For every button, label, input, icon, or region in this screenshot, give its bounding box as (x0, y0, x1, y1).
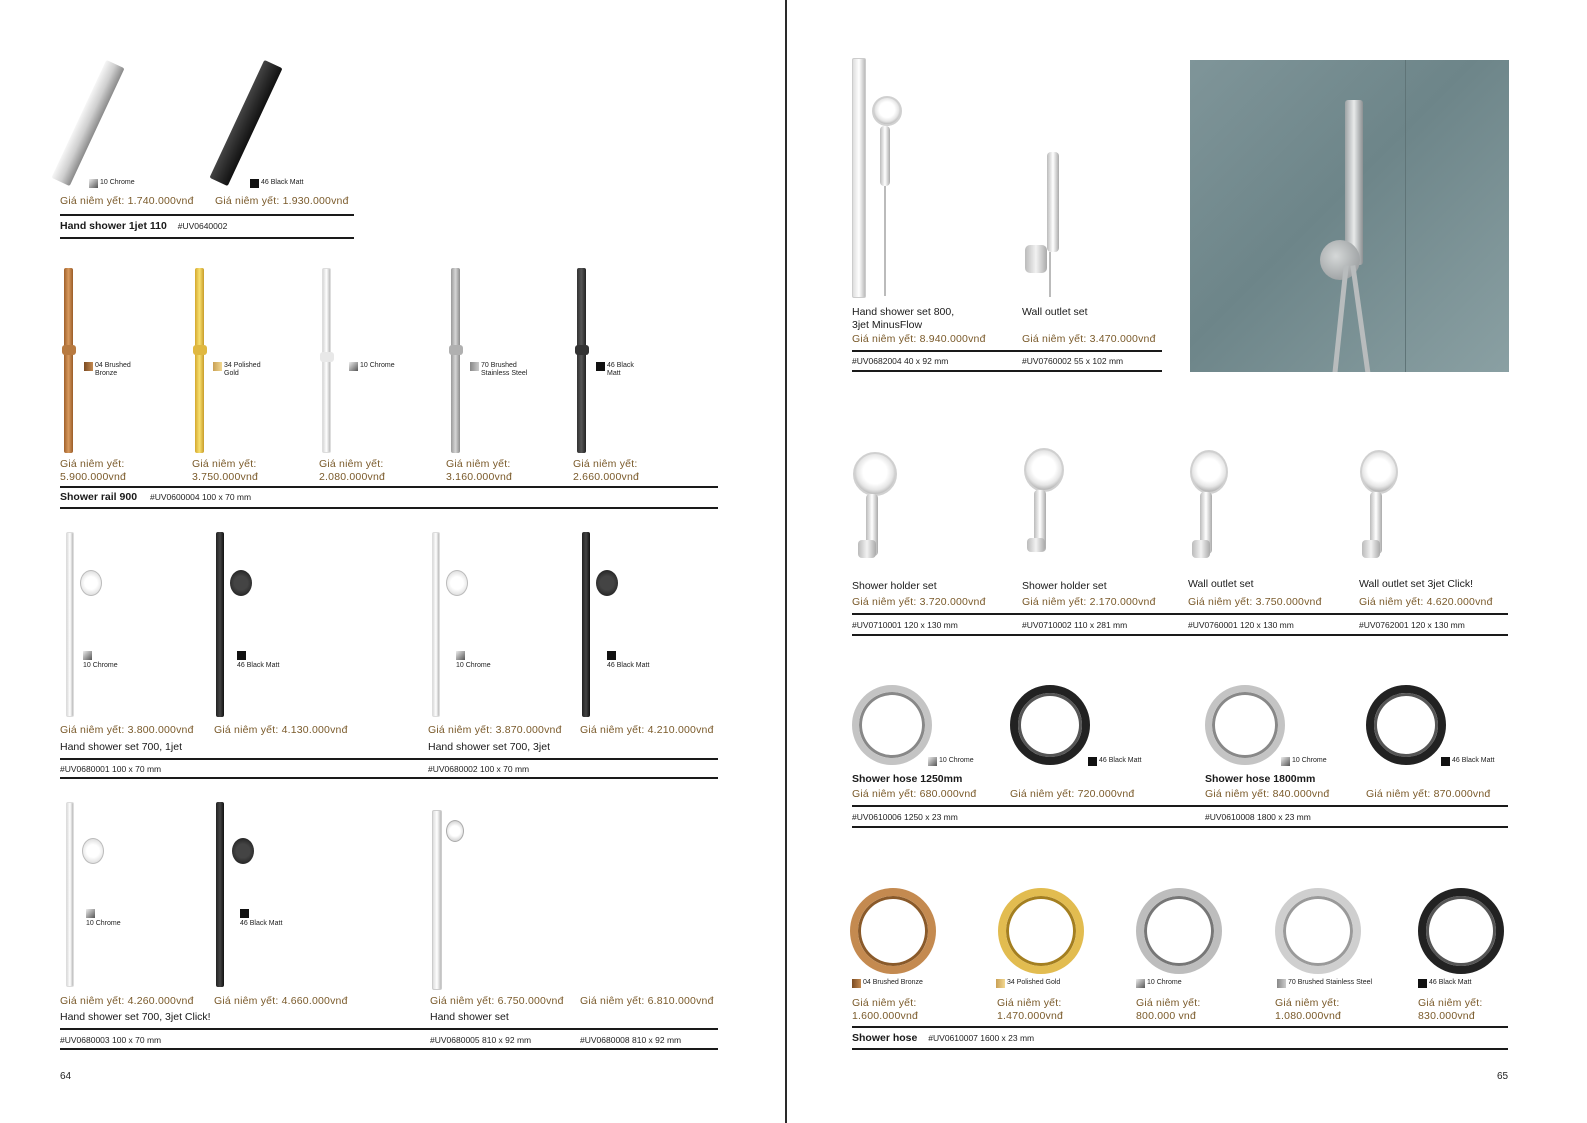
product-code: #UV0610006 1250 x 23 mm (852, 812, 958, 822)
divider (60, 1028, 718, 1030)
shower-head (232, 838, 254, 864)
product-code: #UV0710002 110 x 281 mm (1022, 620, 1128, 630)
price-chrome: Giá niêm yết: 2.080.000vnđ (319, 458, 386, 483)
gold-swatch-icon (996, 979, 1005, 988)
rail-clamp (575, 345, 589, 355)
black-swatch-icon (237, 651, 246, 660)
product-title: Hand shower set 800, 3jet MinusFlow (852, 306, 955, 331)
divider (852, 805, 1508, 807)
price: Giá niêm yết: 680.000vnđ (852, 788, 977, 800)
product-code: #UV0680005 810 x 92 mm (430, 1035, 532, 1045)
price-chrome: Giá niêm yết: 1.740.000vnđ (60, 195, 194, 207)
product-title: Hand shower set 700, 3jet Click! (60, 1011, 211, 1023)
black-swatch-icon (1088, 757, 1097, 766)
product-title: Wall outlet set (1022, 306, 1088, 318)
hose (1350, 265, 1370, 372)
black-rail-image (577, 268, 586, 453)
price: Giá niêm yết: 3.750.000vnđ (1188, 596, 1322, 608)
price: Giá niêm yết: 870.000vnđ (1366, 788, 1491, 800)
product-code: #UV0680008 810 x 92 mm (580, 1035, 682, 1045)
price: Giá niêm yết: 4.130.000vnđ (214, 724, 348, 736)
product-code: #UV0710001 120 x 130 mm (852, 620, 958, 630)
outlet-bracket (1192, 540, 1210, 558)
black-swatch-icon (240, 909, 249, 918)
divider (852, 634, 1508, 636)
gold-swatch-icon (213, 362, 222, 371)
price-chrome: Giá niêm yết: 800.000 vnđ (1136, 997, 1201, 1022)
bronze-swatch-icon (852, 979, 861, 988)
chrome-hose-1800-image (1205, 685, 1285, 765)
chrome-swatch-icon (89, 179, 98, 188)
product-title: Shower holder set (852, 580, 937, 592)
product-title: Shower holder set (1022, 580, 1107, 592)
price-steel: Giá niêm yết: 3.160.000vnđ (446, 458, 513, 483)
chrome-hose-image (1136, 888, 1222, 974)
black-hand-shower-image (209, 60, 282, 186)
divider (60, 758, 718, 760)
hand-shower (1345, 100, 1363, 265)
divider (852, 370, 1162, 372)
finish-chrome: 10 Chrome (86, 909, 121, 928)
product-code: #UV0680001 100 x 70 mm (60, 764, 162, 774)
page-spine (785, 0, 787, 1123)
price: Giá niêm yết: 840.000vnđ (1205, 788, 1330, 800)
divider (60, 214, 354, 216)
product-title: Hand shower set 700, 1jet (60, 741, 182, 753)
finish-steel: 70 Brushed Stainless Steel (470, 362, 527, 378)
price: Giá niêm yết: 4.260.000vnđ (60, 995, 194, 1007)
price: Giá niêm yết: 6.810.000vnđ (580, 995, 714, 1007)
divider (60, 486, 718, 488)
finish-black: 46 Black Matt (596, 362, 634, 378)
product-code: #UV0610007 1600 x 23 mm (928, 1033, 1035, 1043)
finish-chrome: 10 Chrome (89, 179, 135, 188)
gold-hose-image (998, 888, 1084, 974)
chrome-swatch-icon (86, 909, 95, 918)
shower-hose (884, 186, 886, 296)
chrome-swatch-icon (1281, 757, 1290, 766)
shower-head (1190, 450, 1228, 494)
finish-gold: 34 Polished Gold (996, 979, 1060, 988)
divider (60, 1048, 718, 1050)
lifestyle-photo (1190, 60, 1509, 372)
steel-rail-image (451, 268, 460, 453)
product-title: Shower rail 900 #UV0600004 100 x 70 mm (60, 491, 252, 503)
outlet-bracket (1362, 540, 1380, 558)
shower-head (1024, 448, 1064, 492)
black-hose-1250-image (1010, 685, 1090, 765)
chrome-set-3jet-image (432, 532, 440, 717)
finish-chrome: 10 Chrome (456, 651, 491, 670)
chrome-hose-1250-image (852, 685, 932, 765)
product-code: #UV0680003 100 x 70 mm (60, 1035, 162, 1045)
finish-chrome: 10 Chrome (1281, 757, 1327, 766)
shower-head (230, 570, 252, 596)
price: Giá niêm yết: 4.210.000vnđ (580, 724, 714, 736)
shower-head (82, 838, 104, 864)
wall-outlet-shower-image (1047, 152, 1059, 252)
product-title: Shower hose #UV0610007 1600 x 23 mm (852, 1032, 1035, 1044)
product-code: #UV0682004 40 x 92 mm (852, 356, 949, 366)
product-code: #UV0760001 120 x 130 mm (1188, 620, 1294, 630)
steel-swatch-icon (470, 362, 479, 371)
chrome-hand-shower-image (51, 60, 124, 186)
black-set-1jet-image (216, 532, 224, 717)
shower-hose (1049, 252, 1051, 297)
divider (852, 1048, 1508, 1050)
price-gold: Giá niêm yết: 3.750.000vnđ (192, 458, 259, 483)
finish-black-matt: 46 Black Matt (250, 179, 303, 188)
finish-black-matt: 46 Black Matt (1441, 757, 1494, 766)
black-swatch-icon (607, 651, 616, 660)
chrome-swatch-icon (928, 757, 937, 766)
chrome-set-click-image (66, 802, 74, 987)
price: Giá niêm yết: 4.620.000vnđ (1359, 596, 1493, 608)
price: Giá niêm yết: 4.660.000vnđ (214, 995, 348, 1007)
bronze-rail-image (64, 268, 73, 453)
black-hose-1800-image (1366, 685, 1446, 765)
price: Giá niêm yết: 3.720.000vnđ (852, 596, 986, 608)
product-title: Hand shower set (430, 1011, 509, 1023)
set-800-image (852, 58, 866, 298)
price: Giá niêm yết: 3.470.000vnđ (1022, 333, 1156, 345)
chrome-hand-shower-set-image (432, 810, 442, 990)
page-number: 65 (1497, 1071, 1509, 1082)
chrome-swatch-icon (83, 651, 92, 660)
chrome-swatch-icon (1136, 979, 1145, 988)
price: Giá niêm yết: 720.000vnđ (1010, 788, 1135, 800)
price: Giá niêm yết: 3.870.000vnđ (428, 724, 562, 736)
shower-handle (880, 126, 890, 186)
rail-clamp (320, 352, 334, 362)
finish-black-matt: 46 Black Matt (607, 651, 649, 670)
black-swatch-icon (1418, 979, 1427, 988)
finish-bronze: 04 Brushed Bronze (852, 979, 923, 988)
rail-clamp (62, 345, 76, 355)
divider (60, 237, 354, 239)
finish-black-matt: 46 Black Matt (1088, 757, 1141, 766)
divider (60, 507, 718, 509)
product-code: #UV0610008 1800 x 23 mm (1205, 812, 1311, 822)
shower-head (80, 570, 102, 596)
steel-hose-image (1275, 888, 1361, 974)
divider (852, 613, 1508, 615)
shower-head (872, 96, 902, 126)
price-black: Giá niêm yết: 830.000vnđ (1418, 997, 1483, 1022)
price-bronze: Giá niêm yết: 1.600.000vnđ (852, 997, 919, 1022)
price: Giá niêm yết: 6.750.000vnđ (430, 995, 564, 1007)
rail-clamp (193, 345, 207, 355)
chrome-set-1jet-image (66, 532, 74, 717)
product-code: #UV0640002 (177, 221, 228, 231)
gold-rail-image (195, 268, 204, 453)
steel-swatch-icon (1277, 979, 1286, 988)
price-black-matt: Giá niêm yết: 1.930.000vnđ (215, 195, 349, 207)
product-code: #UV0760002 55 x 102 mm (1022, 356, 1124, 366)
finish-chrome: 10 Chrome (928, 757, 974, 766)
price-black: Giá niêm yết: 2.660.000vnđ (573, 458, 640, 483)
price: Giá niêm yết: 3.800.000vnđ (60, 724, 194, 736)
price-gold: Giá niêm yết: 1.470.000vnđ (997, 997, 1064, 1022)
divider (852, 1026, 1508, 1028)
shower-head (853, 452, 897, 496)
holder-bracket (1027, 538, 1045, 552)
finish-gold: 34 Polished Gold (213, 362, 261, 378)
black-hose-image (1418, 888, 1504, 974)
black-swatch-icon (1441, 757, 1450, 766)
finish-black-matt: 46 Black Matt (1418, 979, 1471, 988)
product-code: #UV0762001 120 x 130 mm (1359, 620, 1465, 630)
price: Giá niêm yết: 8.940.000vnđ (852, 333, 986, 345)
divider (852, 826, 1508, 828)
product-title: Shower hose 1250mm (852, 773, 963, 785)
black-swatch-icon (596, 362, 605, 371)
price-steel: Giá niêm yết: 1.080.000vnđ (1275, 997, 1342, 1022)
finish-black-matt: 46 Black Matt (240, 909, 282, 928)
finish-chrome: 10 Chrome (1136, 979, 1182, 988)
wall-outlet-bracket (1025, 245, 1047, 273)
black-set-3jet-image (582, 532, 590, 717)
shower-head (446, 820, 464, 842)
chrome-swatch-icon (456, 651, 465, 660)
price: Giá niêm yết: 2.170.000vnđ (1022, 596, 1156, 608)
black-swatch-icon (250, 179, 259, 188)
chrome-swatch-icon (349, 362, 358, 371)
shower-head (1360, 450, 1398, 494)
finish-chrome: 10 Chrome (349, 362, 395, 371)
hose (1332, 265, 1348, 372)
finish-bronze: 04 Brushed Bronze (84, 362, 131, 378)
price-bronze: Giá niêm yết: 5.900.000vnđ (60, 458, 127, 483)
shower-head (596, 570, 618, 596)
page-number: 64 (60, 1071, 72, 1082)
tile-seam (1405, 60, 1406, 372)
shower-head (446, 570, 468, 596)
bronze-swatch-icon (84, 362, 93, 371)
product-title: Hand shower set 700, 3jet (428, 741, 550, 753)
holder-bracket (858, 540, 876, 558)
divider (60, 777, 718, 779)
product-title: Wall outlet set 3jet Click! (1359, 578, 1473, 590)
finish-chrome: 10 Chrome (83, 651, 118, 670)
product-code: #UV0600004 100 x 70 mm (149, 492, 252, 502)
finish-steel: 70 Brushed Stainless Steel (1277, 979, 1372, 988)
rail-clamp (449, 345, 463, 355)
product-code: #UV0680002 100 x 70 mm (428, 764, 530, 774)
product-title: Hand shower 1jet 110 #UV0640002 (60, 220, 228, 232)
bronze-hose-image (850, 888, 936, 974)
product-title: Wall outlet set (1188, 578, 1254, 590)
finish-black-matt: 46 Black Matt (237, 651, 279, 670)
product-title: Shower hose 1800mm (1205, 773, 1316, 785)
black-set-click-image (216, 802, 224, 987)
divider (852, 350, 1162, 352)
